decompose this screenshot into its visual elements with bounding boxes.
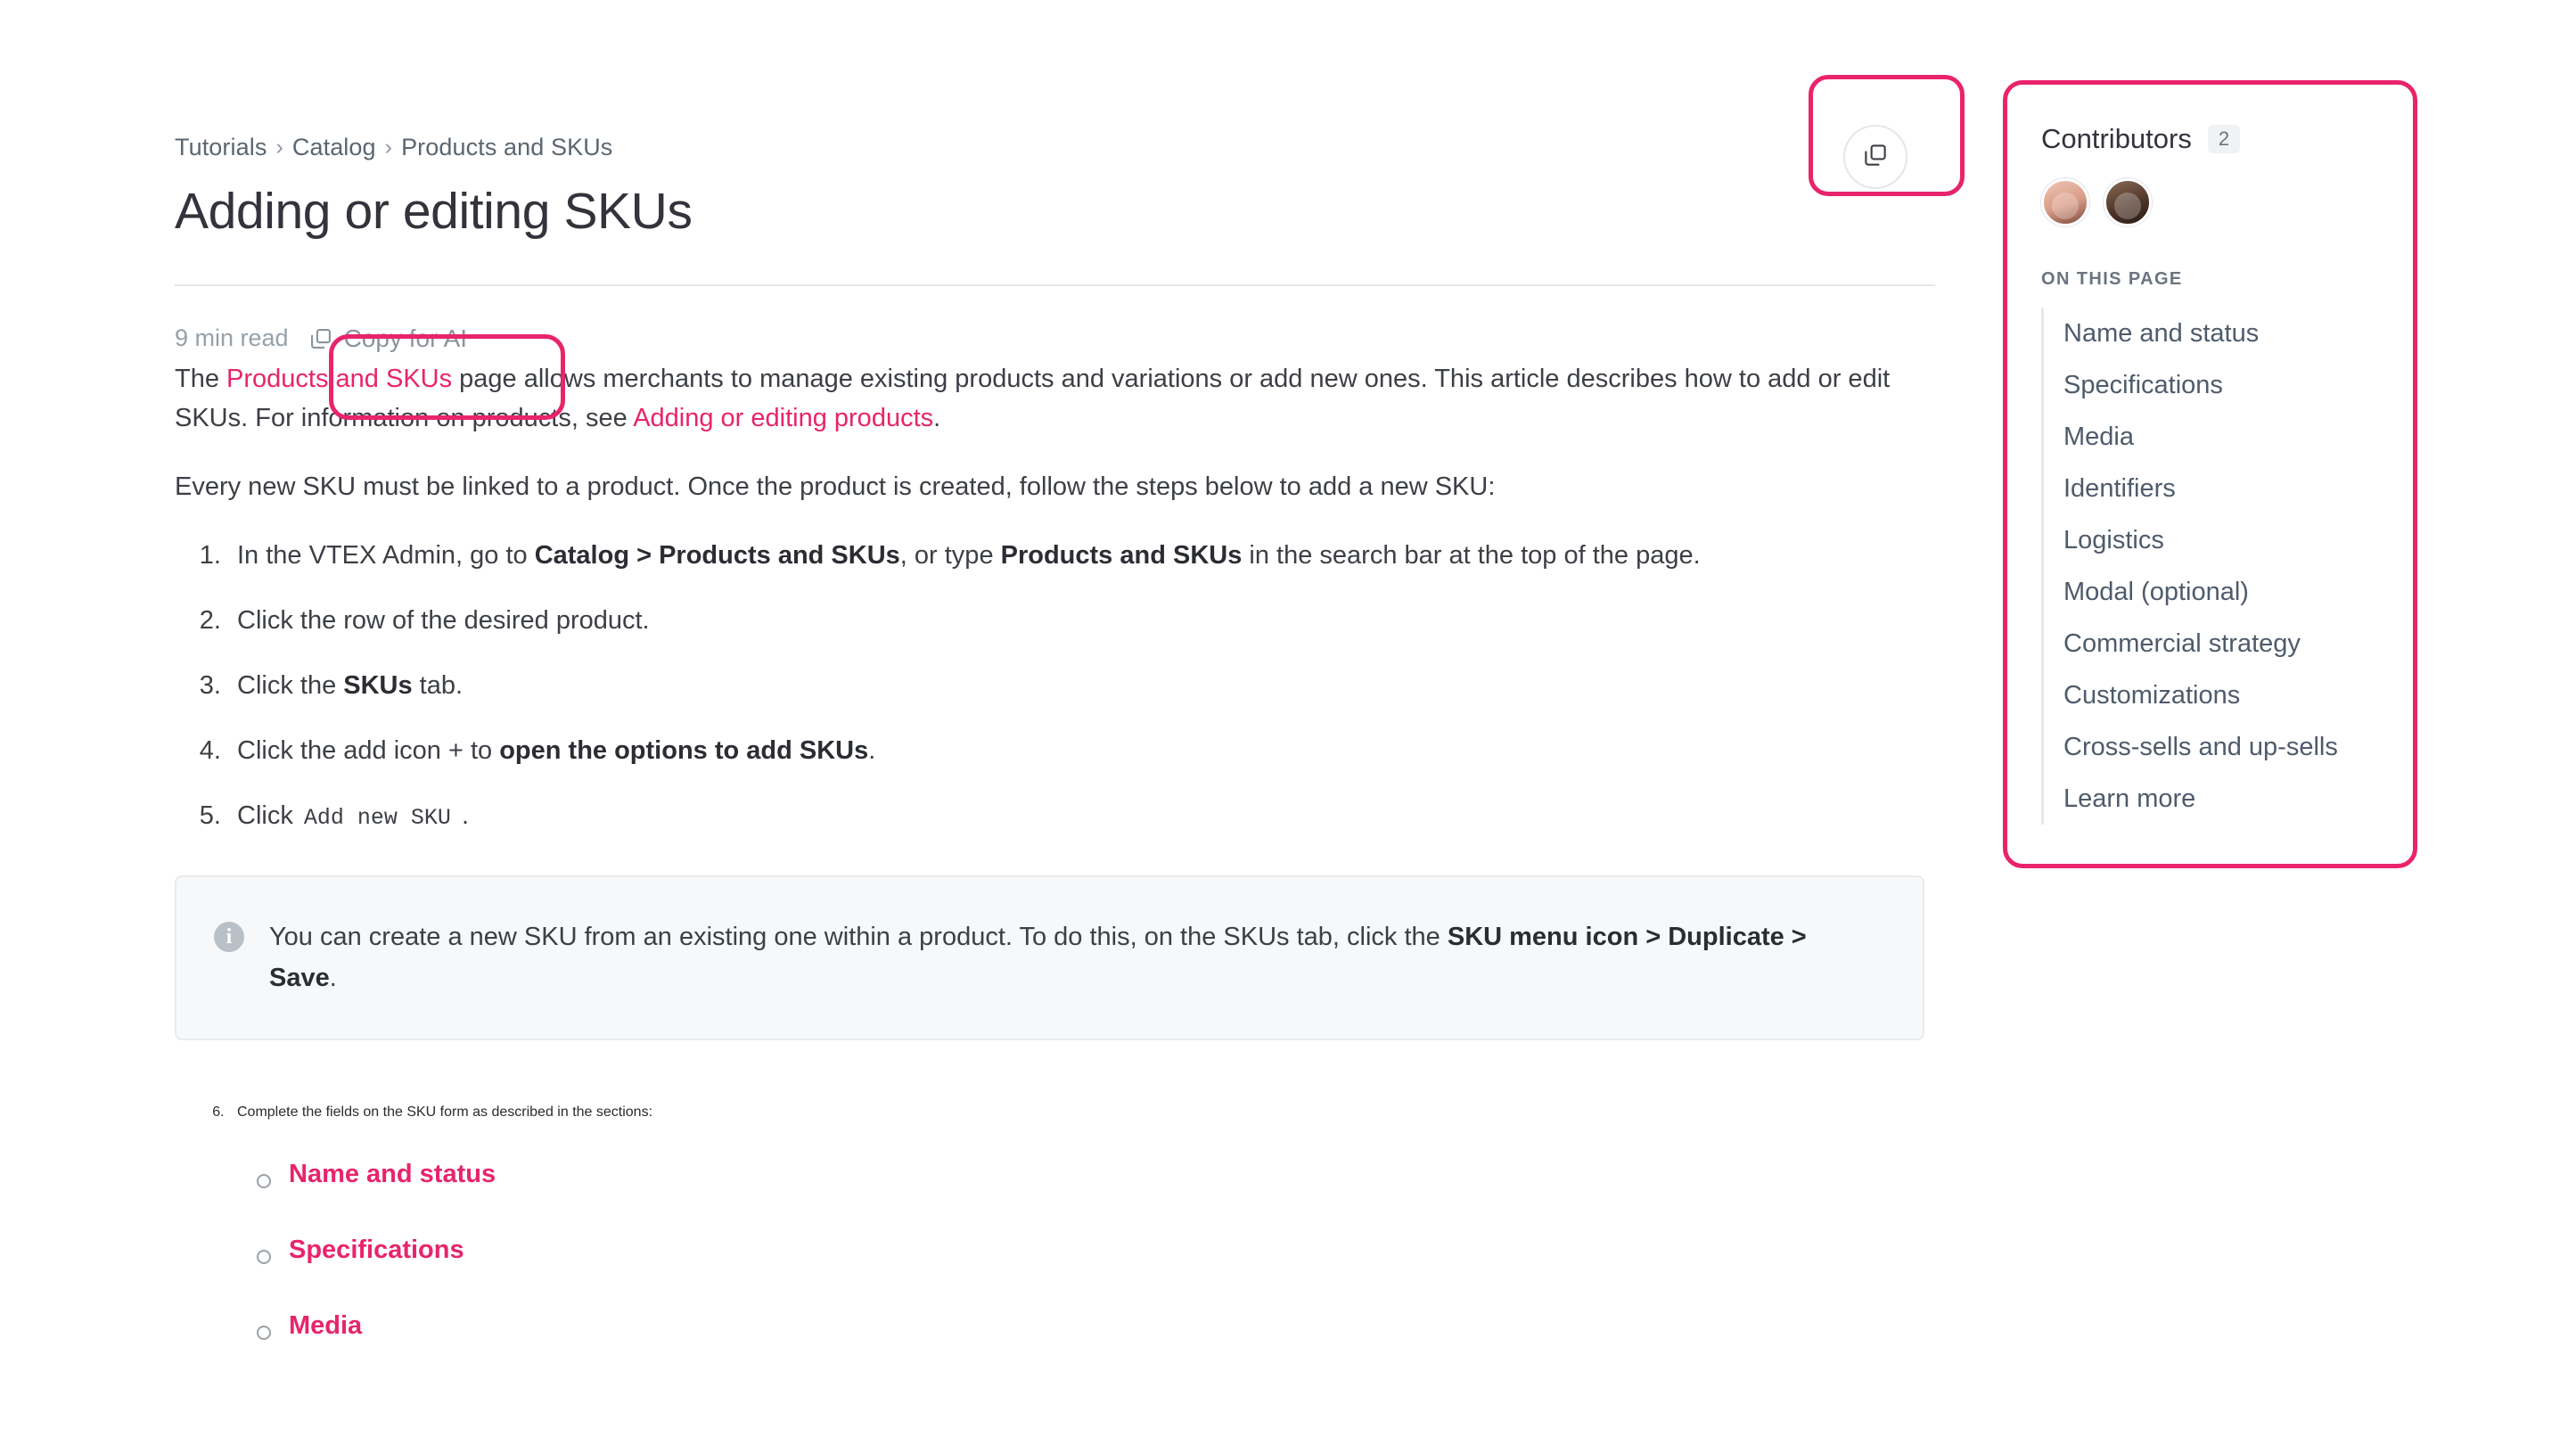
contributors-avatars — [2041, 178, 2416, 226]
steps-list-continued — [175, 1104, 1940, 1341]
copy-page-button[interactable] — [1843, 125, 1907, 189]
toc-item-cross-sells-and-up-sells[interactable]: Cross-sells and up-sells — [2063, 733, 2338, 762]
step-bold: Products and SKUs — [1000, 541, 1243, 571]
list-item — [2041, 514, 2416, 566]
steps-list — [175, 536, 1940, 836]
on-this-page-label: ON THIS PAGE — [2041, 269, 2183, 289]
step-bold: Catalog > Products and SKUs — [534, 541, 900, 571]
step-text: Complete the fields on the SKU form as described in the sections: — [237, 1104, 653, 1120]
link-media[interactable]: Media — [289, 1310, 363, 1340]
section-links-list — [237, 1160, 1940, 1341]
contributor-avatar-2[interactable] — [2104, 178, 2152, 226]
step-text: tab. — [412, 671, 464, 701]
step-text: in the search bar at the top of the page. — [1242, 541, 1701, 571]
toc-item-specifications[interactable]: Specifications — [2063, 371, 2223, 400]
toc-item-commercial-strategy[interactable]: Commercial strategy — [2063, 629, 2301, 659]
link-specifications[interactable]: Specifications — [289, 1235, 464, 1264]
contributors-count-badge: 2 — [2208, 125, 2240, 153]
list-item — [289, 1236, 1940, 1265]
copy-for-ai-button[interactable] — [305, 323, 472, 355]
read-time: 9 min read — [175, 324, 289, 352]
info-icon: i — [214, 922, 244, 952]
article-meta — [175, 318, 1940, 359]
callout-text-1: You can create a new SKU from an existing one within a product. To do this, on the SKUs tab, click the — [269, 923, 1448, 952]
list-item — [2041, 669, 2416, 721]
link-adding-or-editing-products[interactable]: Adding or editing products — [633, 404, 934, 433]
avatar-face — [2114, 193, 2141, 219]
step-text: In the VTEX Admin, go to — [237, 541, 535, 571]
step-text: Click — [237, 801, 300, 831]
step-text: Click the row of the desired product. — [237, 606, 650, 636]
toc-item-media[interactable]: Media — [2063, 423, 2134, 452]
list-item — [228, 731, 1940, 771]
toc-item-identifiers[interactable]: Identifiers — [2063, 474, 2176, 504]
list-item — [2041, 618, 2416, 669]
step-text: Click the — [237, 671, 344, 701]
article-main — [175, 134, 1940, 1387]
toc-item-modal-optional[interactable]: Modal (optional) — [2063, 578, 2249, 607]
right-sidebar — [2041, 123, 2416, 825]
contributors-header — [2041, 123, 2416, 155]
step-bold: SKUs — [343, 671, 413, 701]
list-item — [2041, 411, 2416, 463]
avatar-face — [2052, 193, 2079, 219]
list-item — [289, 1160, 1940, 1189]
list-item — [2041, 773, 2416, 825]
breadcrumb-item-products-and-skus[interactable]: Products and SKUs — [401, 134, 613, 160]
toc-item-learn-more[interactable]: Learn more — [2063, 784, 2196, 814]
toc-item-name-and-status[interactable]: Name and status — [2063, 319, 2260, 348]
toc-item-customizations[interactable]: Customizations — [2063, 681, 2241, 710]
copy-icon — [1862, 142, 1889, 173]
toc-item-logistics[interactable]: Logistics — [2063, 526, 2164, 555]
list-item — [2041, 359, 2416, 411]
step-text: . — [454, 801, 470, 831]
info-callout — [175, 875, 1924, 1040]
code-add-new-sku: Add new SKU — [300, 805, 455, 831]
intro-text-1: The — [175, 364, 227, 393]
breadcrumb-separator-icon: › — [275, 135, 283, 160]
step-text: Click the add icon + to — [237, 736, 500, 766]
link-name-and-status[interactable]: Name and status — [289, 1159, 496, 1188]
link-products-and-skus[interactable]: Products and SKUs — [226, 364, 453, 393]
step-text: . — [868, 736, 876, 766]
list-item — [228, 536, 1940, 576]
step-text: , or type — [899, 541, 1001, 571]
list-item — [2041, 721, 2416, 773]
list-item — [2041, 566, 2416, 618]
breadcrumb-item-tutorials[interactable]: Tutorials — [175, 134, 267, 160]
list-item — [2041, 308, 2416, 359]
page-title: Adding or editing SKUs — [175, 183, 693, 240]
breadcrumb-separator-icon: › — [384, 135, 393, 160]
step-bold: open the options to add SKUs — [499, 736, 869, 766]
copy-for-ai-label: Copy for AI — [343, 324, 468, 352]
list-item — [289, 1311, 1940, 1341]
info-callout-text — [269, 916, 1880, 999]
callout-bold: SKU menu icon > Duplicate > Save — [269, 923, 1807, 993]
divider — [175, 284, 1935, 286]
paragraph-sku-linked: Every new SKU must be linked to a product. Once the product is created, follow the steps below to add a new SKU: — [175, 472, 1496, 502]
intro-text-3: . — [933, 404, 941, 433]
list-item — [228, 796, 1940, 836]
contributors-label: Contributors — [2041, 123, 2192, 154]
list-item — [228, 601, 1940, 641]
table-of-contents — [2041, 308, 2416, 825]
breadcrumb — [175, 134, 1940, 161]
callout-text-2: . — [329, 964, 337, 993]
list-item — [228, 666, 1940, 706]
copy-icon — [308, 326, 333, 351]
list-item — [2041, 463, 2416, 514]
list-item — [228, 1104, 1940, 1341]
contributor-avatar-1[interactable] — [2041, 178, 2089, 226]
intro-text-2: page allows merchants to manage existing products and variations or add new ones. This article describes how to add or edit SKUs. For information on products, see — [175, 364, 1891, 433]
intro-paragraph — [175, 359, 1926, 439]
breadcrumb-item-catalog[interactable]: Catalog — [291, 134, 376, 160]
